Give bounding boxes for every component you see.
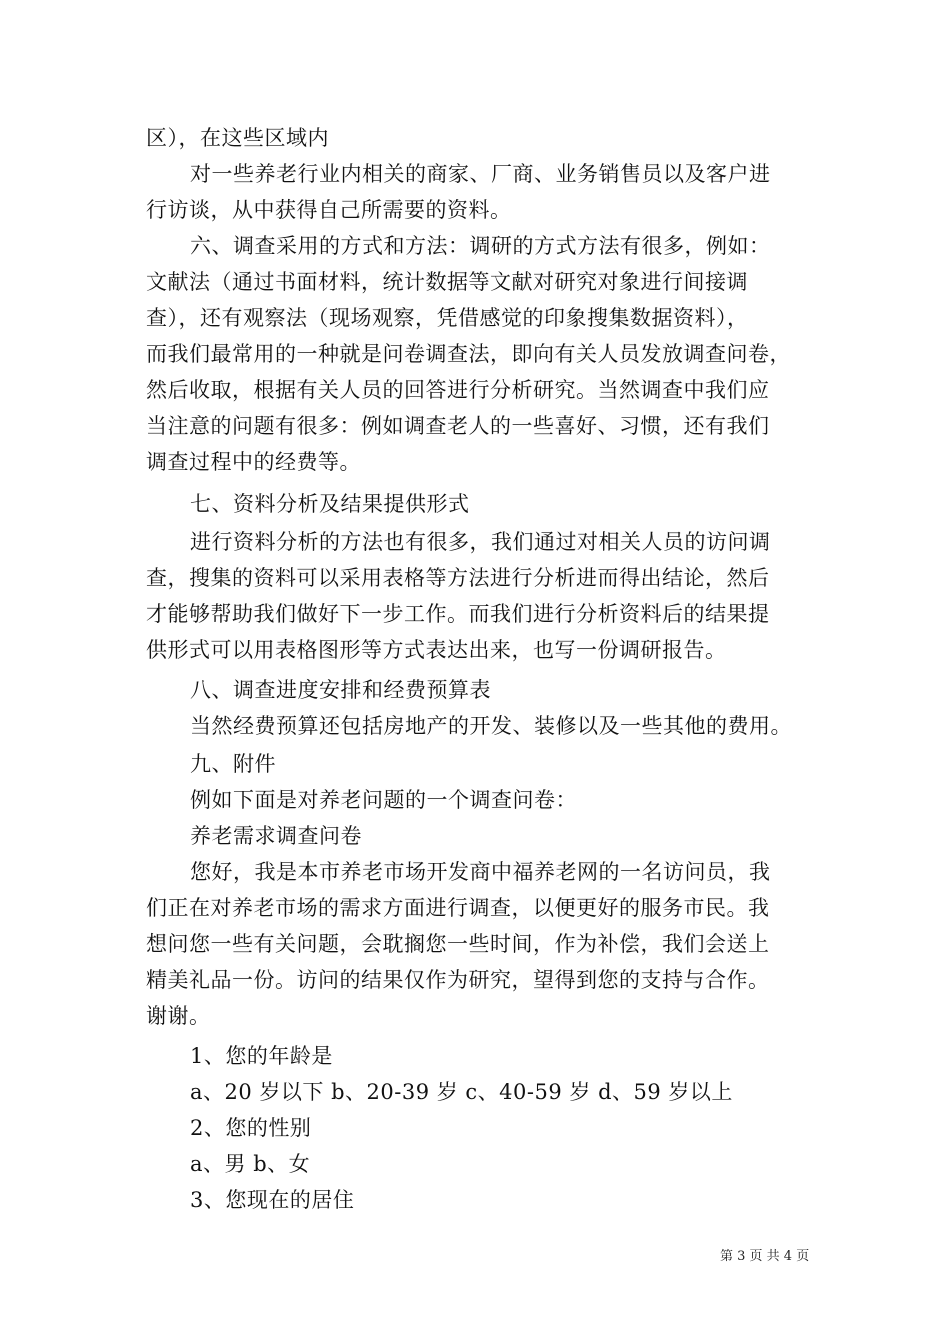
section-heading: 九、附件 — [190, 752, 276, 776]
text-line: 才能够帮助我们做好下一步工作。而我们进行分析资料后的结果提 — [146, 602, 770, 626]
text-line: 对一些养老行业内相关的商家、厂商、业务销售员以及客户进 — [190, 162, 771, 186]
text-line: 查），还有观察法（现场观察，凭借感觉的印象搜集数据资料）， — [146, 306, 749, 330]
text-line: 精美礼品一份。访问的结果仅作为研究，望得到您的支持与合作。 — [146, 968, 770, 992]
section-heading: 六、调查采用的方式和方法：调研的方式方法有很多，例如： — [190, 234, 771, 258]
page-number: 第 3 页 共 4 页 — [720, 1249, 810, 1264]
text-line: 查，搜集的资料可以采用表格等方法进行分析进而得出结论，然后 — [146, 566, 770, 590]
text-line: 文献法（通过书面材料，统计数据等文献对研究对象进行间接调 — [146, 270, 748, 294]
text-line: 当然经费预算还包括房地产的开发、装修以及一些其他的费用。 — [190, 714, 792, 738]
text-line: 而我们最常用的一种就是问卷调查法，即向有关人员发放调查问卷， — [146, 342, 791, 366]
question: 3、您现在的居住 — [190, 1188, 355, 1212]
answer-options: a、男 b、女 — [190, 1152, 311, 1176]
text-line: 进行资料分析的方法也有很多，我们通过对相关人员的访问调 — [190, 530, 771, 554]
text-line: 谢谢。 — [146, 1004, 211, 1028]
text-line: 例如下面是对养老问题的一个调查问卷： — [190, 788, 577, 812]
text-line: 区），在这些区域内 — [146, 126, 329, 150]
text-line: 供形式可以用表格图形等方式表达出来，也写一份调研报告。 — [146, 638, 727, 662]
text-line: 想问您一些有关问题，会耽搁您一些时间，作为补偿，我们会送上 — [146, 932, 770, 956]
questionnaire-title: 养老需求调查问卷 — [190, 824, 362, 848]
section-heading: 八、调查进度安排和经费预算表 — [190, 678, 491, 702]
text-line: 们正在对养老市场的需求方面进行调查，以便更好的服务市民。我 — [146, 896, 770, 920]
question: 1、您的年龄是 — [190, 1044, 333, 1068]
text-line: 行访谈，从中获得自己所需要的资料。 — [146, 198, 512, 222]
text-line: 然后收取，根据有关人员的回答进行分析研究。当然调查中我们应 — [146, 378, 770, 402]
answer-options: a、20 岁以下 b、20-39 岁 c、40-59 岁 d、59 岁以上 — [190, 1080, 733, 1104]
section-heading: 七、资料分析及结果提供形式 — [190, 492, 470, 516]
question: 2、您的性别 — [190, 1116, 312, 1140]
text-line: 您好，我是本市养老市场开发商中福养老网的一名访问员，我 — [190, 860, 771, 884]
text-line: 调查过程中的经费等。 — [146, 450, 361, 474]
text-line: 当注意的问题有很多：例如调查老人的一些喜好、习惯，还有我们 — [146, 414, 770, 438]
